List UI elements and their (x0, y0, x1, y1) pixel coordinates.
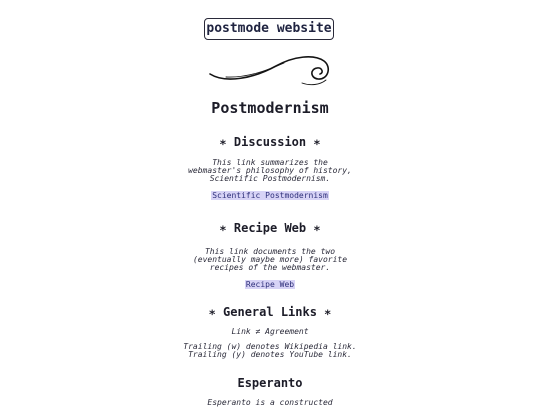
page-title: Postmodernism (211, 99, 329, 117)
section-heading-discussion: ∗ Discussion ∗ (219, 135, 321, 149)
recipe-web-link[interactable]: Recipe Web (245, 280, 295, 289)
section-description-esperanto: Esperanto is a constructed (207, 398, 333, 407)
link-container-recipe-web (0, 280, 540, 290)
section-description-recipe-web: This link documents the two (eventually maybe more) favorite recipes of the webmaster. (192, 247, 348, 272)
link-agreement-note: Link ≠ Agreement (231, 327, 309, 336)
scientific-postmodernism-link[interactable]: Scientific Postmodernism (212, 191, 328, 200)
section-heading-esperanto: Esperanto (237, 376, 303, 390)
link-suffix-notes: Trailing (w) denotes Wikipedia link. Trailing (y) denotes YouTube link. (183, 342, 357, 359)
link-container-discussion (0, 191, 540, 201)
section-description-discussion: This link summarizes the webmaster's philosophy of history, Scientific Postmodernism. (188, 158, 352, 183)
section-heading-general-links: ∗ General Links ∗ (208, 305, 332, 319)
decorative-flourish-icon (206, 52, 334, 90)
site-title-button[interactable]: postmode website (204, 18, 334, 40)
section-heading-recipe-web: ∗ Recipe Web ∗ (219, 221, 321, 235)
